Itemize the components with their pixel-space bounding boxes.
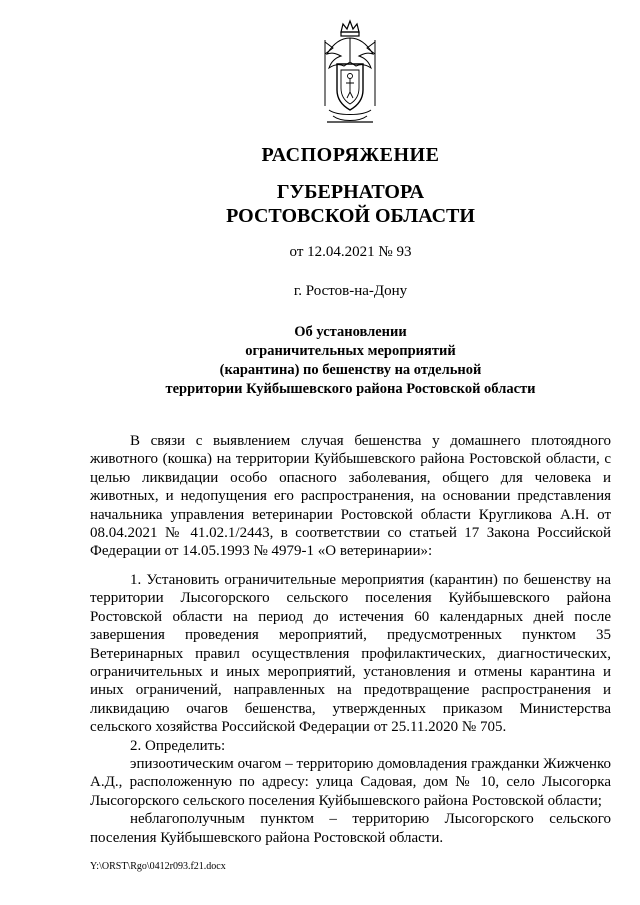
subject-line: территории Куйбышевского района Ростовской области <box>165 381 536 397</box>
point-1: 1. Установить ограничительные мероприятия (карантин) по бешенству на территории Лысогорского сельского поселения Куйбышевского района Ростовской области на период до истечения 60 календарных дней после завершения проведения мероприятий, предусмотренных пунктом 35 Ветеринарных правил осуществления профилактических, диагностических, ограничительных и иных мероприятий, установления и отмены карантина и иных ограничений, направленных на предотвращение распространения и ликвидацию очагов бешенства, утвержденных приказом Министерства сельского хозяйства Российской Федерации от 25.11.2020 № 705. <box>90 572 611 736</box>
decision-points <box>90 571 611 847</box>
issuer-region: РОСТОВСКОЙ ОБЛАСТИ <box>226 205 475 227</box>
point-2-intro: 2. Определить: <box>130 737 226 754</box>
document-type: РАСПОРЯЖЕНИЕ <box>261 144 440 166</box>
subject-line: (карантина) по бешенству на отдельной <box>219 362 482 378</box>
issuer-title: ГУБЕРНАТОРА <box>276 181 425 203</box>
point-2-unfavorable-area: неблагополучным пунктом – территорию Лысогорского сельского поселения Куйбышевского района Ростовской области. <box>90 811 611 846</box>
document-place: г. Ростов-на-Дону <box>293 283 408 299</box>
preamble-paragraph: В связи с выявлением случая бешенства у домашнего плотоядного животного (кошка) на территории Куйбышевского района Ростовской области, с целью ликвидации особо опасного заболевания, общего для человека и животных, и недопущения его распространения, на основании представления начальника управления ветеринарии Ростовской области Кругликова А.Н. от 08.04.2021 № 41.02.1/2443, в соответствии со статьей 17 Закона Российской Федерации от 14.05.1993 № 4979-1 «О ветеринарии»: <box>90 433 611 560</box>
point-2-epizootic-focus: эпизоотическим очагом – территорию домовладения гражданки Жижченко А.Д., расположенную по адресу: улица Садовая, дом № 10, село Лысогорка Лысогорского сельского поселения Куйбышевского района Ростовской области; <box>90 756 611 809</box>
coat-of-arms-icon <box>321 18 379 128</box>
document-subject <box>90 323 611 399</box>
document-date-number: от 12.04.2021 № 93 <box>289 244 412 260</box>
subject-line: Об установлении <box>294 324 407 340</box>
preamble <box>90 432 611 561</box>
subject-line: ограничительных мероприятий <box>245 343 456 359</box>
file-path: Y:\ORST\Rgo\0412r093.f21.docx <box>90 861 226 872</box>
